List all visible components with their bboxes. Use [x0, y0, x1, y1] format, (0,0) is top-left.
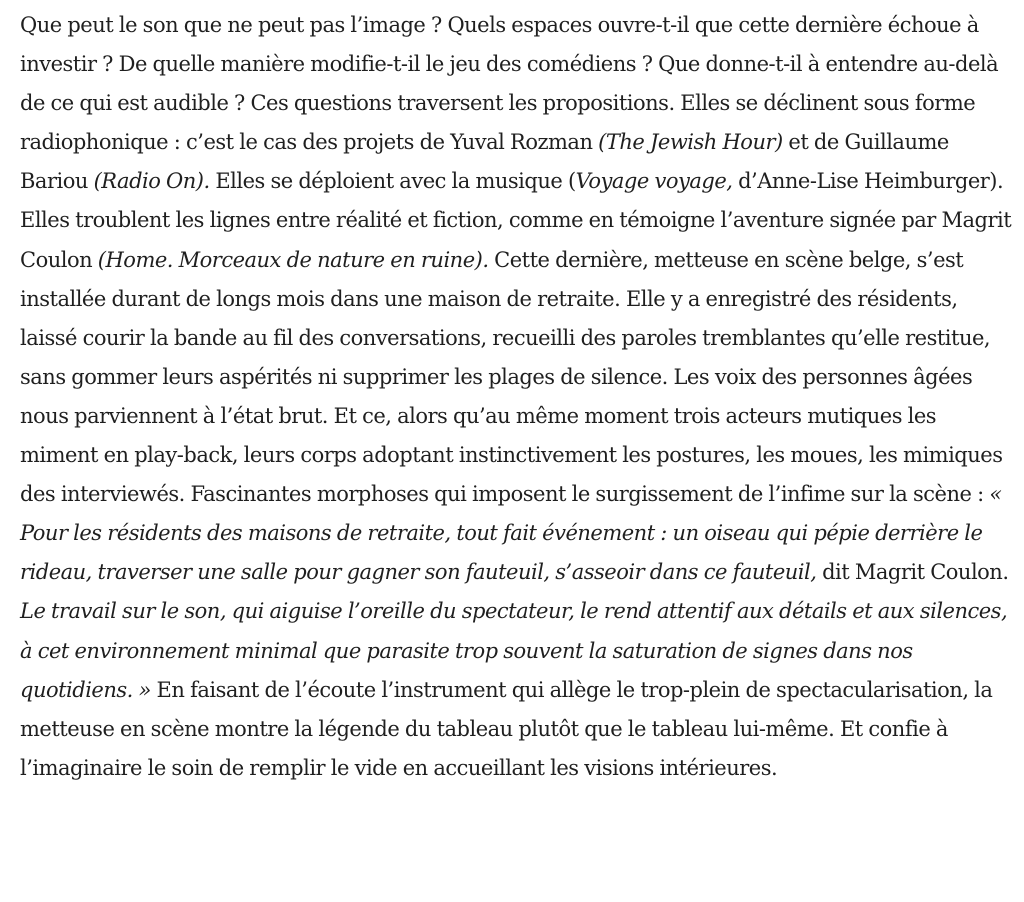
- text-segment: et de Guillaume Bariou: [20, 130, 949, 194]
- title-radio-on: (Radio On).: [93, 169, 210, 194]
- title-the-jewish-hour: (The Jewish Hour): [598, 130, 783, 155]
- text-segment: dit Magrit Coulon.: [816, 560, 1009, 585]
- quote-part-1: « Pour les résidents des maisons de retraite, tout fait événement : un oiseau qui pépie derrière le rideau, traverser une salle pour gagner son fauteuil, s’asseoir dans ce fauteuil,: [20, 482, 1002, 585]
- quote-part-2: Le travail sur le son, qui aiguise l’oreille du spectateur, le rend attentif aux détails et aux silences, à cet environnement minimal que parasite trop souvent la saturation de signes dans nos quotidiens. »: [20, 599, 1008, 702]
- text-segment: Cette dernière, metteuse en scène belge, s’est installée durant de longs mois dans une maison de retraite. Elle y a enregistré des résidents, laissé courir la bande au fil des conversations, recueilli des paroles tremblantes qu’elle restitue, sans gommer leurs aspérités ni supprimer les plages de silence. Les voix des personnes âgées nous parviennent à l’état brut. Et ce, alors qu’au même moment trois acteurs mutiques les miment en play-back, leurs corps adoptant instinctivement les postures, les moues, les mimiques des interviewés. Fascinantes morphoses qui imposent le surgissement de l’infime sur la scène :: [20, 247, 1003, 507]
- text-segment: Elles se déploient avec la musique (: [209, 169, 576, 194]
- text-segment: Que peut le son que ne peut pas l’image ? Quels espaces ouvre-t-il que cette dernière échoue à investir ? De quelle manière modifie-t-il le jeu des comédiens ? Que donne-t-il à entendre au-delà de ce qui est audible ? Ces questions traversent les propositions. Elles se déclinent sous forme radiophonique : c’est le cas des projets de Yuval Rozman: [20, 13, 999, 155]
- title-voyage-voyage: Voyage voyage,: [575, 169, 733, 194]
- article-paragraph: [20, 6, 1015, 788]
- title-home: (Home. Morceaux de nature en ruine).: [97, 247, 489, 272]
- text-segment: d’Anne-Lise Heimburger). Elles troublent les lignes entre réalité et fiction, comme en témoigne l’aventure signée par Magrit Coulon: [20, 169, 1012, 272]
- text-segment: En faisant de l’écoute l’instrument qui allège le trop-plein de spectacularisation, la metteuse en scène montre la légende du tableau plutôt que le tableau lui-même. Et confie à l’imaginaire le soin de remplir le vide en accueillant les visions intérieures.: [20, 677, 993, 780]
